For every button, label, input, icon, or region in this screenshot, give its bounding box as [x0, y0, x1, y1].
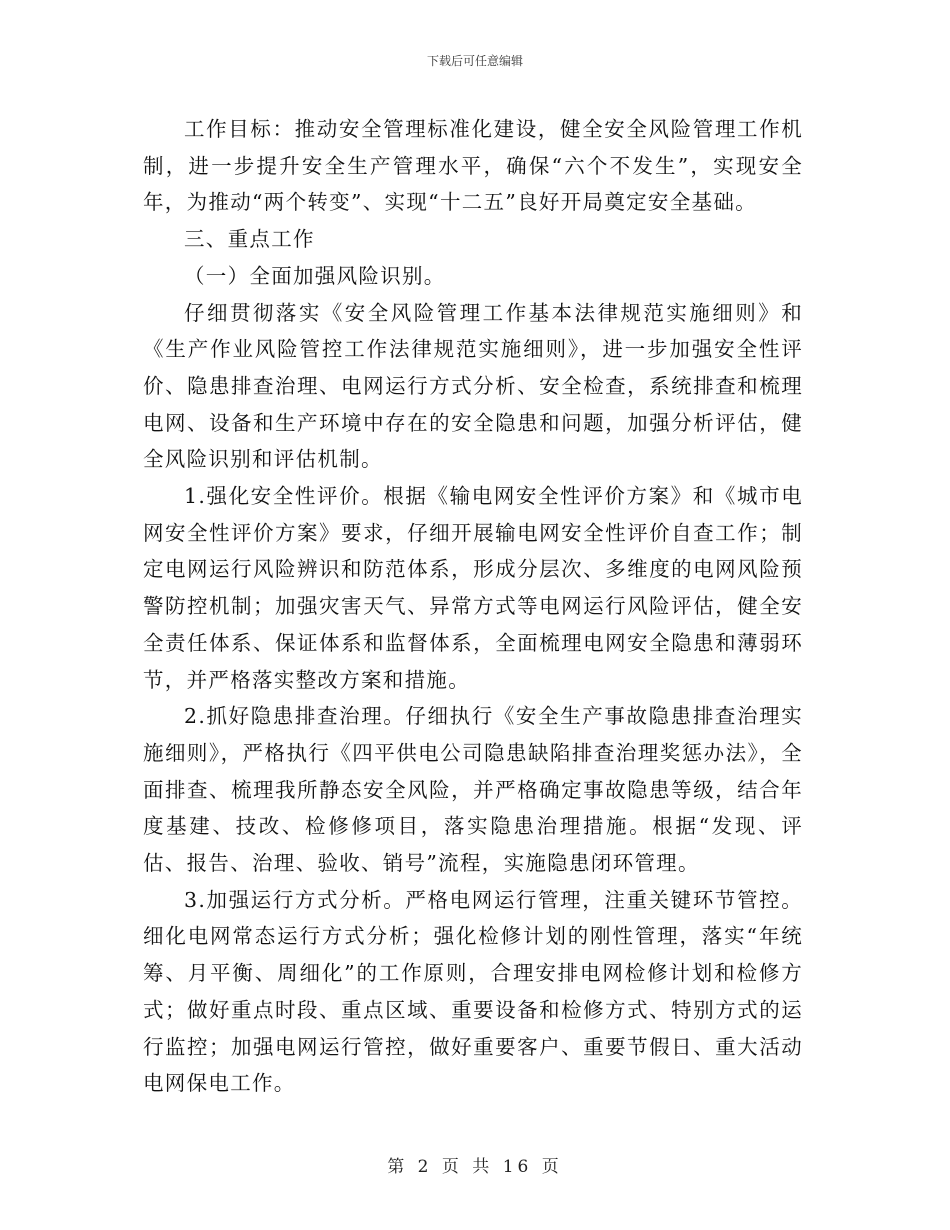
page-header-note: 下载后可任意编辑: [426, 54, 523, 68]
paragraph-item-3-operation-analysis: 3.加强运行方式分析。严格电网运行管理，注重关键环节管控。细化电网常态运行方式分析；强化检修计划的刚性管理，落实“年统筹、月平衡、周细化”的工作原则，合理安排电网检修计划和检修方式；做好重点时段、重点区域、重要设备和检修方式、特别方式的运行监控；加强电网运行管控，做好重要客户、重要节假日、重大活动电网保电工作。: [143, 887, 803, 1096]
paragraph-item-1-safety-evaluation: 1.强化安全性评价。根据《输电网安全性评价方案》和《城市电网安全性评价方案》要求，仔细开展输电网安全性评价自查工作；制定电网运行风险辨识和防范体系，形成分层次、多维度的电网风险预警防控机制；加强灾害天气、异常方式等电网运行风险评估，健全安全责任体系、保证体系和监督体系，全面梳理电网安全隐患和薄弱环节，并严格落实整改方案和措施。: [143, 484, 803, 692]
document-body: [143, 111, 803, 1102]
paragraph-implementation: 仔细贯彻落实《安全风险管理工作基本法律规范实施细则》和《生产作业风险管控工作法律规范实施细则》，进一步加强安全性评价、隐患排查治理、电网运行方式分析、安全检查，系统排查和梳理电网、设备和生产环境中存在的安全隐患和问题，加强分析评估，健全风险识别和评估机制。: [143, 300, 803, 472]
paragraph-work-goal: 工作目标：推动安全管理标准化建设，健全安全风险管理工作机制，进一步提升安全生产管理水平，确保“六个不发生”，实现安全年，为推动“两个转变”、实现“十二五”良好开局奠定安全基础。: [143, 117, 803, 215]
subsection-heading-risk-identification: （一）全面加强风险识别。: [184, 263, 446, 288]
page-number-footer: 第 2 页 共 16 页: [387, 1157, 563, 1177]
section-heading-key-work: 三、重点工作: [184, 227, 315, 252]
paragraph-item-2-hazard-inspection: 2.抓好隐患排查治理。仔细执行《安全生产事故隐患排查治理实施细则》，严格执行《四平供电公司隐患缺陷排查治理奖惩办法》，全面排查、梳理我所静态安全风险，并严格确定事故隐患等级，结合年度基建、技改、检修修项目，落实隐患治理措施。根据“发现、评估、报告、治理、验收、销号”流程，实施隐患闭环管理。: [143, 704, 803, 876]
